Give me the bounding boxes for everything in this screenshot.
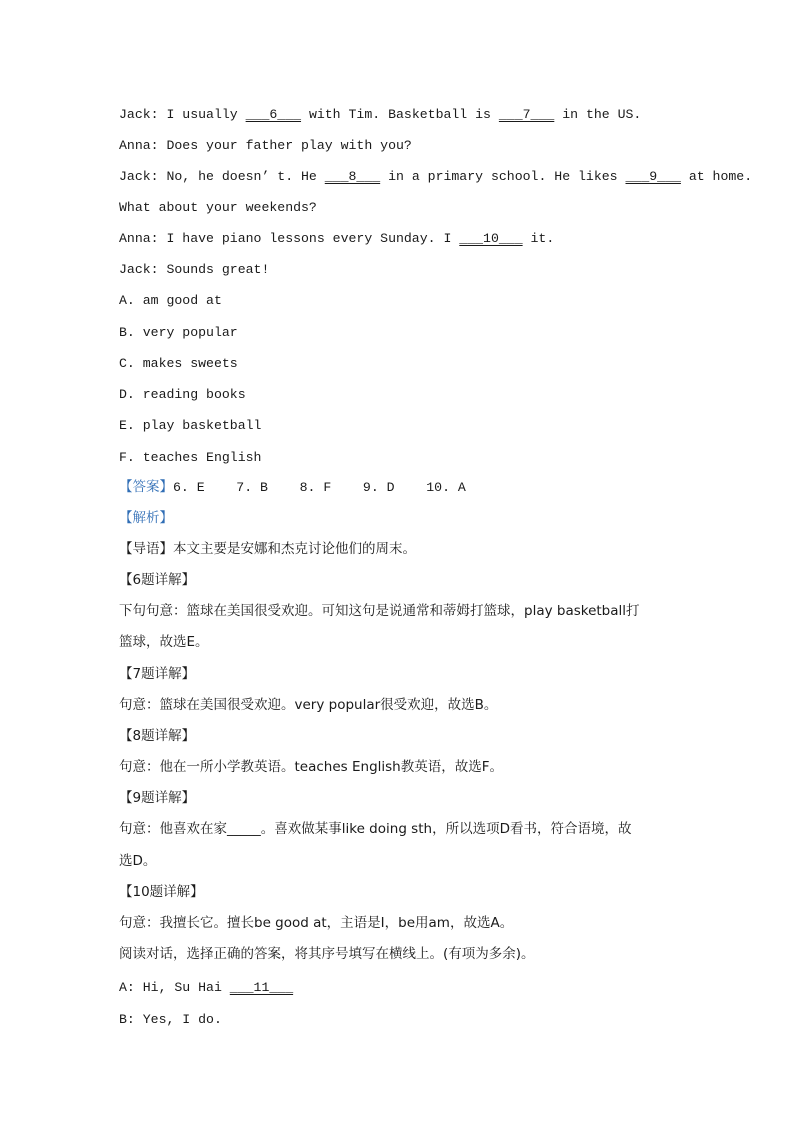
blank-11: ___11___ <box>229 980 294 995</box>
q6-heading: 【6题详解】 <box>119 572 196 588</box>
dialogue-line-anna-1: Anna: Does your father play with you? <box>119 138 412 153</box>
q7-detail-line-1: 句意：篮球在美国很受欢迎。very popular很受欢迎，故选B。 <box>119 697 498 713</box>
option-a: A. am good at <box>119 293 222 308</box>
q6-detail-line-1: 下句句意：篮球在美国很受欢迎。可知这句是说通常和蒂姆打篮球，play basketball打 <box>119 603 640 619</box>
text-segment: in a primary school. He likes <box>380 169 626 184</box>
q6-detail-line-2: 篮球，故选E。 <box>119 634 209 650</box>
blank-10: ___10___ <box>459 231 523 246</box>
q10-detail-line-1: 句意：我擅长它。擅长be good at，主语是I，be用am，故选A。 <box>119 915 514 931</box>
text-segment: at home. <box>680 169 753 184</box>
blank-8: ___8___ <box>324 169 381 184</box>
blank-6: ___6___ <box>245 107 302 122</box>
q8-detail-line-1: 句意：他在一所小学教英语。teaches English教英语，故选F。 <box>119 759 503 775</box>
option-d: D. reading books <box>119 387 246 402</box>
answer-label: 【答案】 <box>119 479 173 495</box>
q10-heading: 【10题详解】 <box>119 884 204 900</box>
text-segment: A: Hi, Su Hai <box>119 980 230 995</box>
q9-heading: 【9题详解】 <box>119 790 196 806</box>
option-f: F. teaches English <box>119 450 262 465</box>
q8-heading: 【8题详解】 <box>119 728 196 744</box>
blank-7: ___7___ <box>498 107 555 122</box>
analysis-label: 【解析】 <box>119 510 173 526</box>
dialogue2-line-b: B: Yes, I do. <box>119 1012 222 1027</box>
answer-line <box>119 478 466 497</box>
dialogue-line-jack-1 <box>119 106 641 124</box>
text-segment: it. <box>522 231 555 246</box>
dialogue-line-jack-2-cont: What about your weekends? <box>119 200 317 215</box>
text-segment: with Tim. Basketball is <box>301 107 499 122</box>
text-segment: Jack: I usually <box>119 107 246 122</box>
section-instruction: 阅读对话，选择正确的答案，将其序号填写在横线上。(有项为多余)。 <box>119 946 535 962</box>
dialogue-line-anna-2 <box>119 230 554 248</box>
dialogue-line-jack-2 <box>119 168 752 186</box>
option-b: B. very popular <box>119 325 238 340</box>
blank-9: ___9___ <box>625 169 681 184</box>
q9-detail-line-1: 句意：他喜欢在家_____。喜欢做某事like doing sth，所以选项D看书，符合语境，故 <box>119 821 632 837</box>
option-c: C. makes sweets <box>119 356 238 371</box>
answer-text: 6. E 7. B 8. F 9. D 10. A <box>173 480 466 495</box>
option-e: E. play basketball <box>119 418 262 433</box>
text-segment: Anna: I have piano lessons every Sunday. I <box>119 231 460 246</box>
guide-text: 【导语】本文主要是安娜和杰克讨论他们的周末。 <box>119 541 416 557</box>
dialogue-line-jack-3: Jack: Sounds great! <box>119 262 270 277</box>
q9-detail-line-2: 选D。 <box>119 853 157 869</box>
text-segment: Jack: No, he doesn’ t. He <box>119 169 325 184</box>
q7-heading: 【7题详解】 <box>119 666 196 682</box>
dialogue2-line-a <box>119 979 293 997</box>
text-segment: in the US. <box>554 107 642 122</box>
